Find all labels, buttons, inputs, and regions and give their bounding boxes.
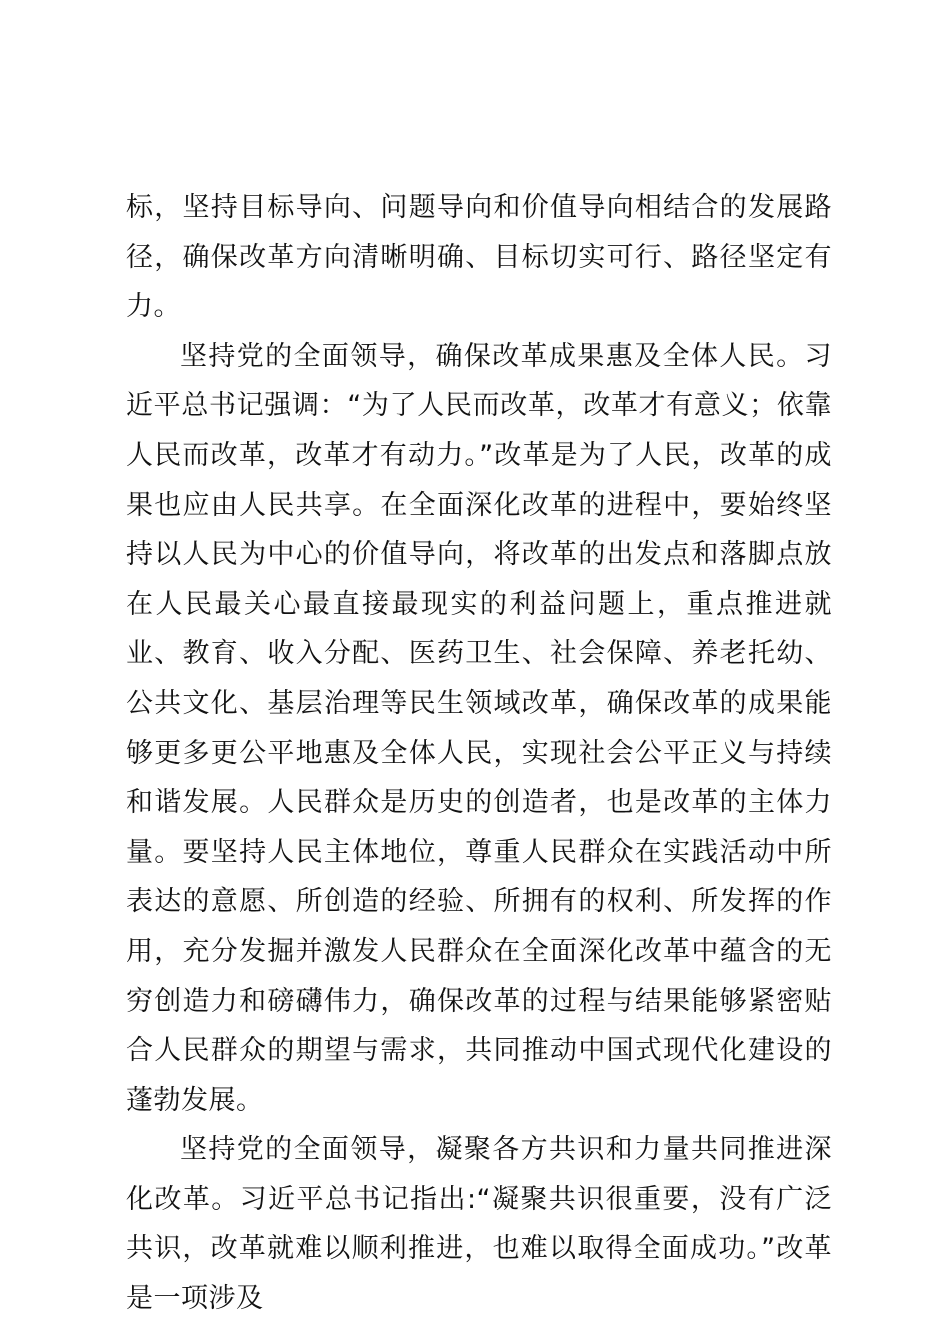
paragraph-building-consensus: 坚持党的全面领导，凝聚各方共识和力量共同推进深化改革。习近平总书记指出:“凝聚共识很重要，没有广泛共识，改革就难以顺利推进，也难以取得全面成功。”改革是一项涉及 bbox=[126, 1134, 832, 1315]
paragraph-people-centered-reform: 坚持党的全面领导，确保改革成果惠及全体人民。习近平总书记强调：“为了人民而改革，改革才有意义；依靠人民而改革，改革才有动力。”改革是为了人民，改革的成果也应由人民共享。在全面深化改革的进程中，要始终坚持以人民为中心的价值导向，将改革的出发点和落脚点放在人民最关心最直接最现实的利益问题上，重点推进就业、教育、收入分配、医药卫生、社会保障、养老托幼、公共文化、基层治理等民生领域改革，确保改革的成果能够更多更公平地惠及全体人民，实现社会公平正义与持续和谐发展。人民群众是历史的创造者，也是改革的主体力量。要坚持人民主体地位，尊重人民群众在实践活动中所表达的意愿、所创造的经验、所拥有的权利、所发挥的作用，充分发掘并激发人民群众在全面深化改革中蕴含的无穷创造力和磅礴伟力，确保改革的过程与结果能够紧密贴合人民群众的期望与需求，共同推动中国式现代化建设的蓬勃发展。 bbox=[126, 340, 832, 1116]
body-text bbox=[126, 183, 832, 1324]
paragraph-continuation: 标，坚持目标导向、问题导向和价值导向相结合的发展路径，确保改革方向清晰明确、目标切实可行、路径坚定有力。 bbox=[126, 192, 832, 323]
